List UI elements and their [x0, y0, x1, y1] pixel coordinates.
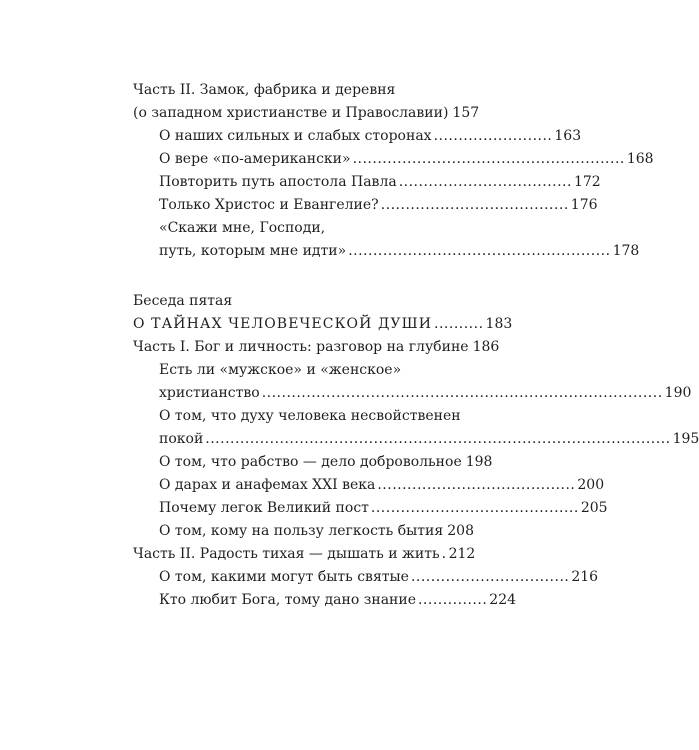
- toc-page-number: 216: [571, 569, 599, 585]
- toc-leader-dots: ..............: [417, 592, 488, 608]
- toc-section-title: О ТАЙНАХ ЧЕЛОВЕЧЕСКОЙ ДУШИ: [133, 316, 433, 332]
- toc-entry: [159, 381, 692, 405]
- toc-entry-label-line1: Есть ли «мужское» и «женское»: [159, 362, 402, 378]
- toc-entry-label: О дарах и анафемах XXI века: [159, 477, 376, 493]
- toc-leader-dots: ..............................................................................................: [205, 431, 671, 447]
- toc-entry: [159, 239, 640, 263]
- toc-entry: [159, 170, 601, 194]
- toc-leader-dots: .......................................................: [352, 151, 625, 167]
- toc-entry-label: Часть I. Бог и личность: разговор на глубине: [133, 339, 469, 355]
- toc-entry: [133, 542, 474, 566]
- toc-entry-label: О том, что рабство — дело добровольное: [159, 454, 462, 470]
- toc-leader-dots: ........................................: [377, 477, 576, 493]
- toc-entry-label: О наших сильных и слабых сторонах: [159, 128, 432, 144]
- toc-entry-label: О вере «по-американски»: [159, 151, 351, 167]
- toc-entry: [159, 588, 517, 612]
- toc-entry: [159, 496, 608, 520]
- toc-entry-label: Повторить путь апостола Павла: [159, 174, 397, 190]
- toc-leader-dots: ................................: [410, 569, 570, 585]
- toc-entry: [159, 427, 699, 451]
- toc-page-number: 163: [554, 128, 582, 144]
- toc-leader-dots: ......................................: [380, 197, 569, 213]
- toc-part-heading: Часть II. Замок, фабрика и деревня: [133, 82, 396, 98]
- toc-page-number: 157: [452, 105, 480, 121]
- toc-entry: [159, 519, 474, 543]
- toc-leader-dots: ..........: [434, 316, 484, 332]
- toc-page-number: 183: [485, 316, 513, 332]
- toc-leader-dots: ...................................: [398, 174, 572, 190]
- toc-entry: [133, 312, 513, 336]
- toc-leader-dots: ........................: [433, 128, 553, 144]
- toc-page-number: 224: [489, 592, 517, 608]
- toc-entry-label: Кто любит Бога, тому дано знание: [159, 592, 416, 608]
- toc-entry: [159, 450, 493, 474]
- toc-entry-label-line1: О том, что духу человека несвойственен: [159, 408, 461, 424]
- toc-leader-dots: .................................................................................: [261, 385, 663, 401]
- toc-entry-label: покой: [159, 431, 204, 447]
- toc-page-number: 208: [447, 523, 474, 539]
- toc-entry: [133, 335, 500, 359]
- toc-entry-label: христианство: [159, 385, 260, 401]
- toc-page-number: 200: [577, 477, 605, 493]
- toc-page-number: 190: [664, 385, 692, 401]
- toc-entry-label: Только Христос и Евангелие?: [159, 197, 379, 213]
- toc-entry: [159, 473, 605, 497]
- toc-page-number: 195: [672, 431, 699, 447]
- toc-entry: [133, 101, 480, 125]
- toc-page-number: 198: [465, 454, 493, 470]
- toc-page-number: 186: [472, 339, 500, 355]
- toc-page-number: 178: [612, 243, 640, 259]
- toc-entry-label: Почему легок Великий пост: [159, 500, 369, 516]
- toc-page-number: 168: [626, 151, 654, 167]
- toc-entry: [159, 124, 582, 148]
- toc-entry: [159, 565, 599, 589]
- toc-entry-label: О том, кому на пользу легкость бытия: [159, 523, 444, 539]
- toc-page-number: 205: [580, 500, 608, 516]
- toc-section-label: Беседа пятая: [133, 293, 233, 309]
- toc-entry: [159, 193, 598, 217]
- toc-entry-label: Часть II. Радость тихая — дышать и жить: [133, 546, 440, 562]
- toc-entry-label: путь, которым мне идти»: [159, 243, 347, 259]
- toc-entry-label-line1: «Скажи мне, Господи,: [159, 220, 326, 236]
- toc-entry: [159, 147, 654, 171]
- toc-leader-dots: .: [441, 546, 447, 562]
- toc-entry-label: О том, какими могут быть святые: [159, 569, 409, 585]
- toc-leader-dots: ..........................................: [370, 500, 579, 516]
- toc-page-number: 176: [570, 197, 598, 213]
- toc-page-number: 212: [448, 546, 476, 562]
- toc-page-number: 172: [573, 174, 601, 190]
- toc-leader-dots: .....................................................: [348, 243, 611, 259]
- toc-entry-label: (о западном христианстве и Православии): [133, 105, 449, 121]
